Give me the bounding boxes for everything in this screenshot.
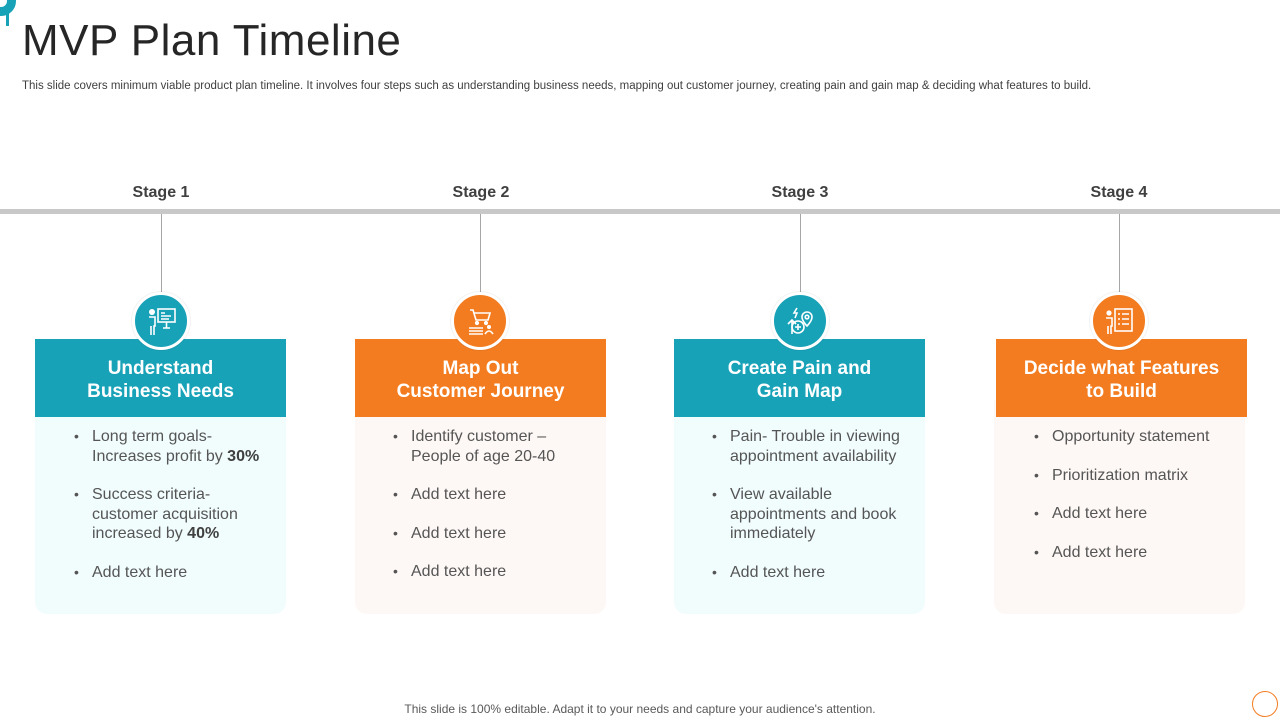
footer-note: This slide is 100% editable. Adapt it to your needs and capture your audience's attention. <box>404 702 876 716</box>
stage-3-bullets <box>712 427 902 601</box>
list-item: • Opportunity statement <box>1034 427 1234 447</box>
list-item: • Prioritization matrix <box>1034 466 1234 486</box>
decorative-ring-icon <box>1252 691 1278 717</box>
growth-location-icon <box>771 292 829 350</box>
stage-1-bullets <box>74 427 264 601</box>
list-item: • Add text here <box>393 485 583 505</box>
list-item: • Add text here <box>1034 543 1234 563</box>
stage-1-heading: Understand Business Needs <box>35 339 286 417</box>
list-item: • Long term goals- Increases profit by 30% <box>74 427 264 466</box>
page-subtitle: This slide covers minimum viable product plan timeline. It involves four steps such as understanding business needs, mapping out customer journey, creating pain and gain map & deciding what features to build. <box>22 80 1092 92</box>
timeline-bar <box>0 209 1280 214</box>
list-item: • View available appointments and book immediately <box>712 485 902 544</box>
list-item: • Pain- Trouble in viewing appointment availability <box>712 427 902 466</box>
list-item: • Success criteria- customer acquisition increased by 40% <box>74 485 264 544</box>
list-item: • Add text here <box>74 563 264 583</box>
page-title: MVP Plan Timeline <box>22 16 402 65</box>
list-item: • Add text here <box>393 524 583 544</box>
brand-logo-tail <box>6 12 9 26</box>
stage-4-heading: Decide what Features to Build <box>996 339 1247 417</box>
stage-2-bullets <box>393 427 583 601</box>
stage-1-label: Stage 1 <box>132 184 190 201</box>
stage-3-label: Stage 3 <box>771 184 829 201</box>
stage-1-connector <box>161 214 162 294</box>
stage-3-heading: Create Pain and Gain Map <box>674 339 925 417</box>
stage-4-label: Stage 4 <box>1090 184 1148 201</box>
shopping-cart-user-icon <box>451 292 509 350</box>
stage-2-label: Stage 2 <box>452 184 510 201</box>
presentation-board-icon <box>132 292 190 350</box>
stage-4-bullets <box>1034 427 1234 581</box>
checklist-presenter-icon <box>1090 292 1148 350</box>
list-item: • Add text here <box>393 562 583 582</box>
stage-2-heading: Map Out Customer Journey <box>355 339 606 417</box>
stage-4-connector <box>1119 214 1120 294</box>
stage-3-connector <box>800 214 801 294</box>
list-item: • Add text here <box>712 563 902 583</box>
list-item: • Identify customer – People of age 20-40 <box>393 427 583 466</box>
stage-2-connector <box>480 214 481 294</box>
list-item: • Add text here <box>1034 504 1234 524</box>
